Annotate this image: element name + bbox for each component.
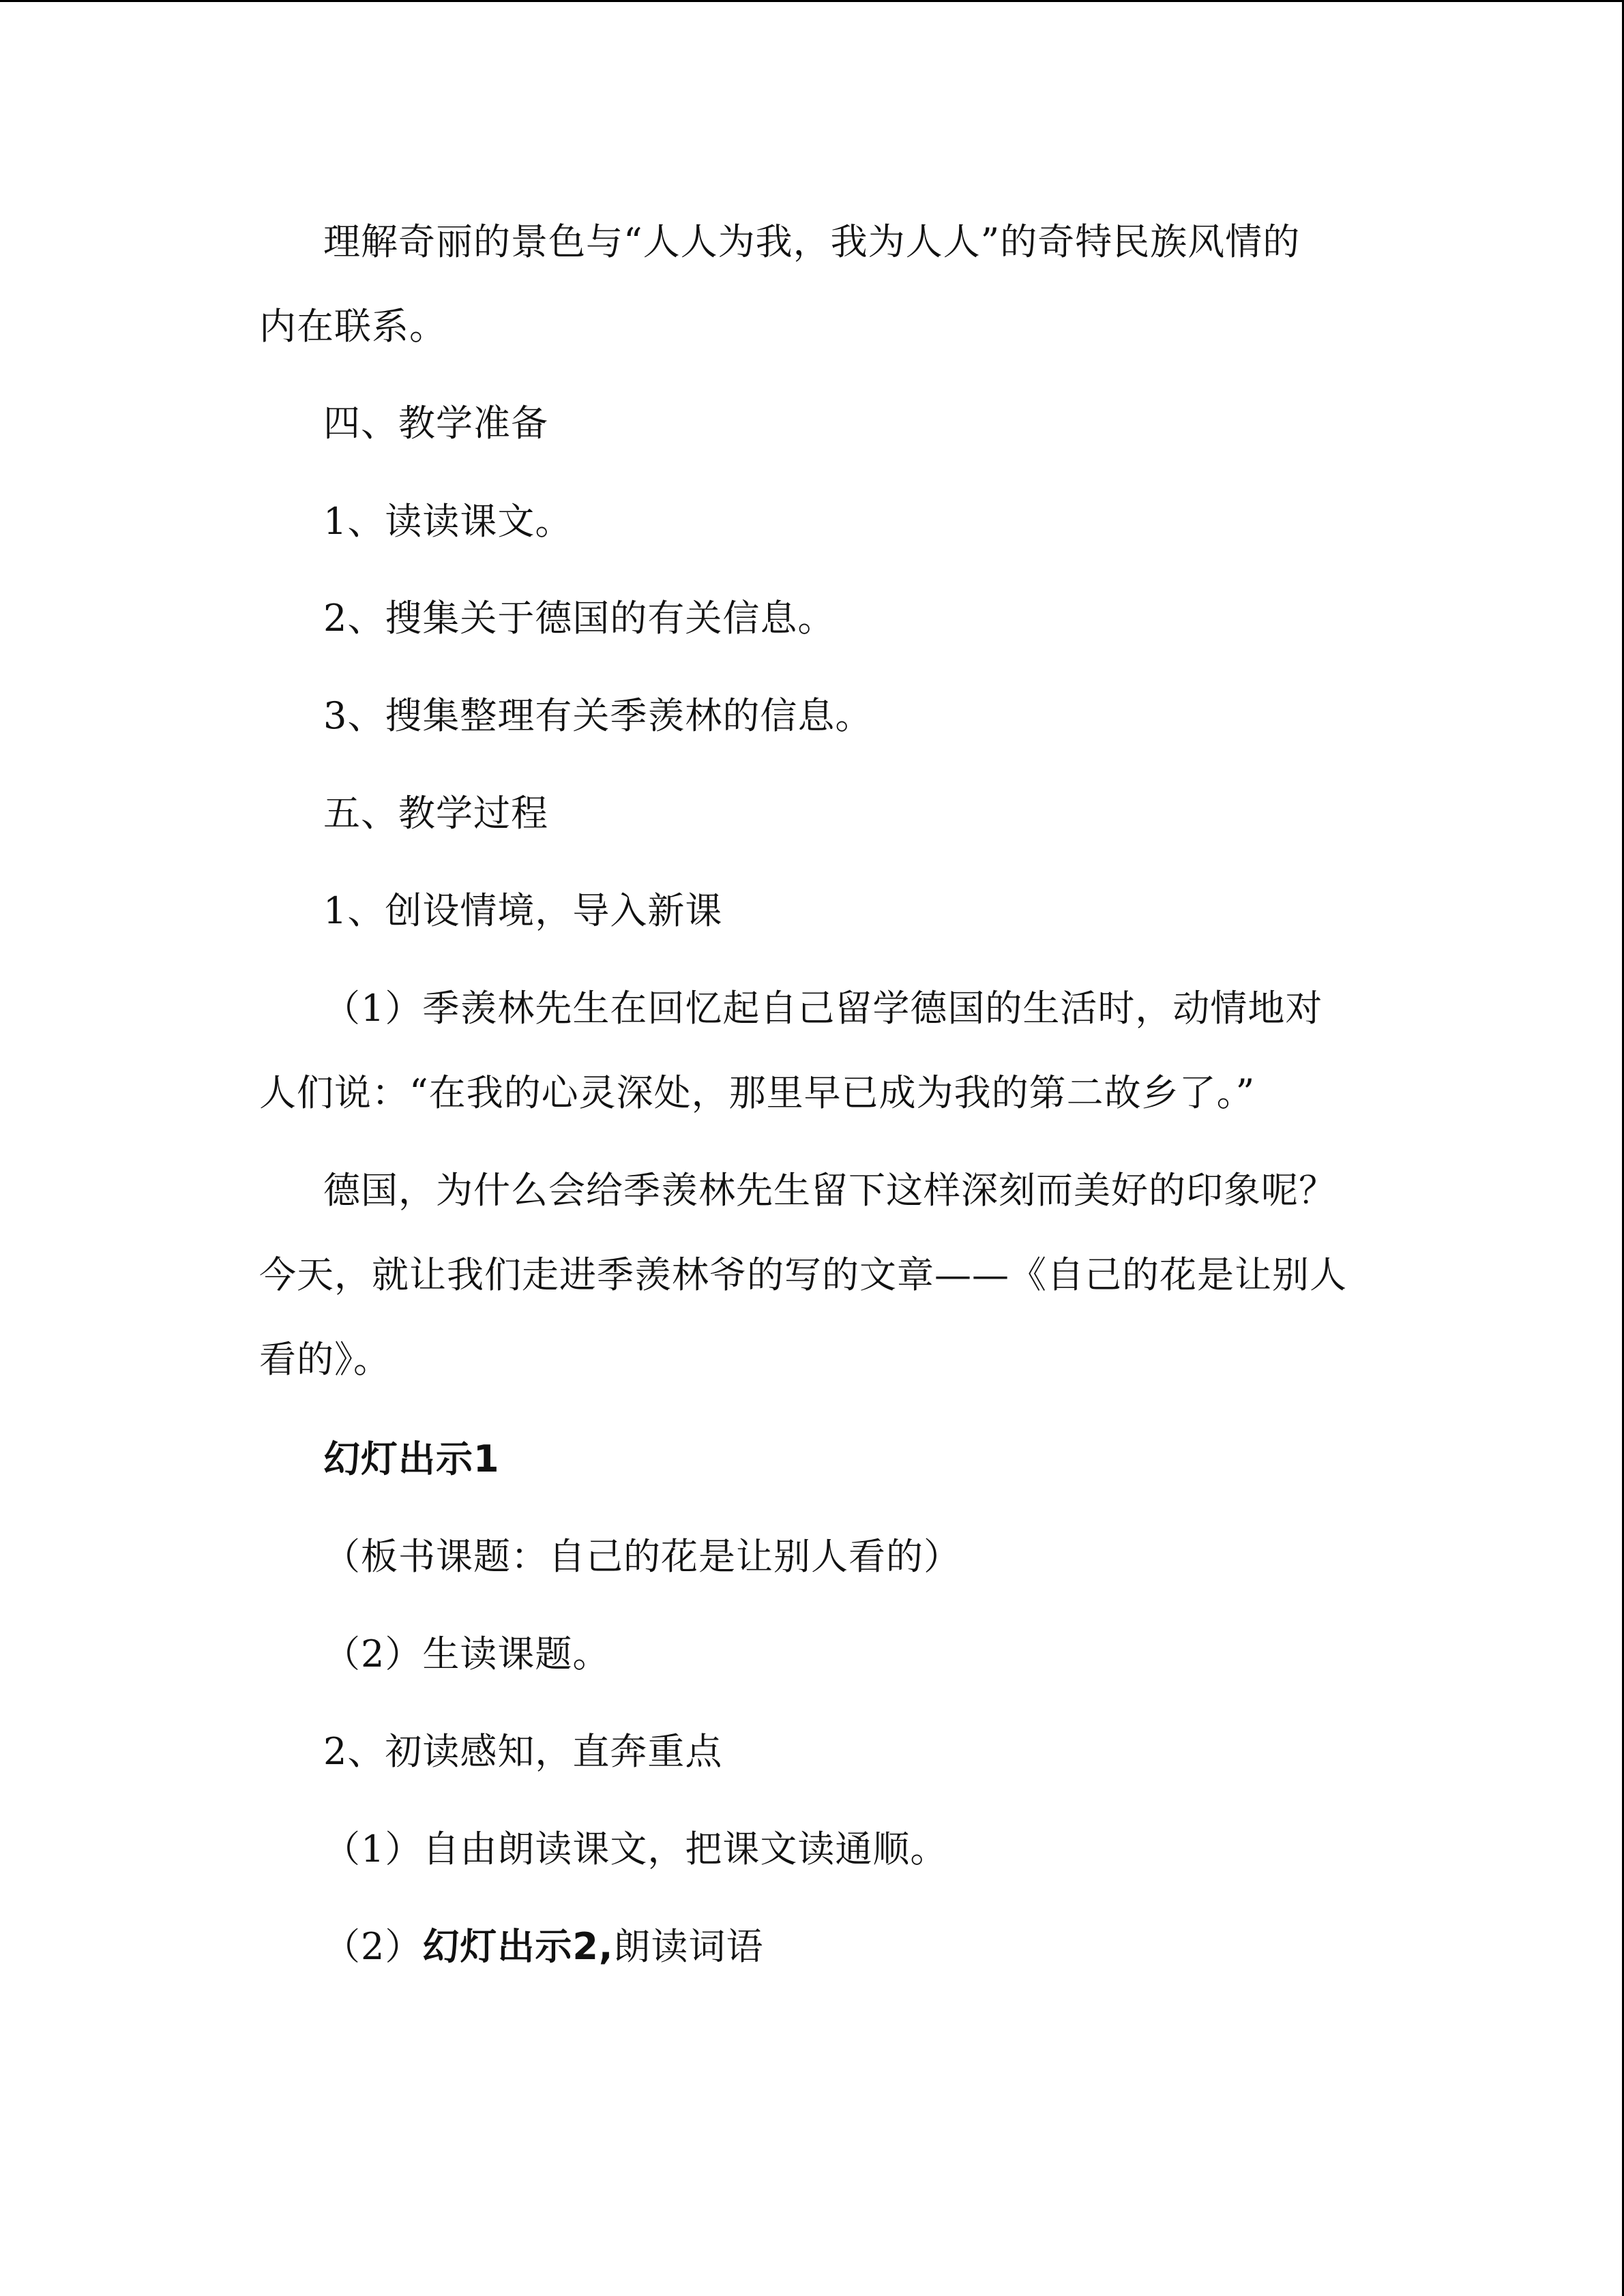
slide-note-inline: 幻灯出示2,: [422, 1925, 614, 1968]
paragraph-line: 人们说：“在我的心灵深处，那里早已成为我的第二故乡了。”: [259, 1071, 1256, 1114]
paragraph-line: 看的》。: [259, 1338, 391, 1381]
paragraph-line: （板书课题：自己的花是让别人看的）: [323, 1535, 961, 1578]
list-item: 2、搜集关于德国的有关信息。: [323, 597, 836, 640]
paragraph-line: 今天，就让我们走进季羡林爷的写的文章——《自己的花是让别人: [259, 1253, 1347, 1296]
section-heading: 四、教学准备: [323, 402, 548, 445]
paragraph-line: 内在联系。: [259, 305, 447, 348]
paragraph-line: （2）生读课题。: [323, 1632, 610, 1675]
subsection-heading: 1、创设情境，导入新课: [323, 889, 723, 932]
paragraph-line: （1）自由朗读课文，把课文读通顺。: [323, 1828, 948, 1870]
list-item: 1、读读课文。: [323, 500, 573, 543]
paragraph-line: [323, 1922, 763, 1971]
paragraph-line: （1）季羡林先生在回忆起自己留学德国的生活时，动情地对: [323, 987, 1323, 1030]
paragraph-line: 德国，为什么会给季羡林先生留下这样深刻而美好的印象呢？: [323, 1169, 1336, 1212]
list-item: 3、搜集整理有关季羡林的信息。: [323, 694, 873, 737]
item-number: （2）: [323, 1925, 423, 1968]
item-text: 朗读词语: [613, 1925, 764, 1968]
section-heading: 五、教学过程: [323, 792, 548, 835]
paragraph-line: 理解奇丽的景色与“人人为我，我为人人”的奇特民族风情的: [323, 220, 1301, 263]
subsection-heading: 2、初读感知，直奔重点: [323, 1730, 723, 1773]
slide-note: 幻灯出示1: [323, 1437, 500, 1480]
